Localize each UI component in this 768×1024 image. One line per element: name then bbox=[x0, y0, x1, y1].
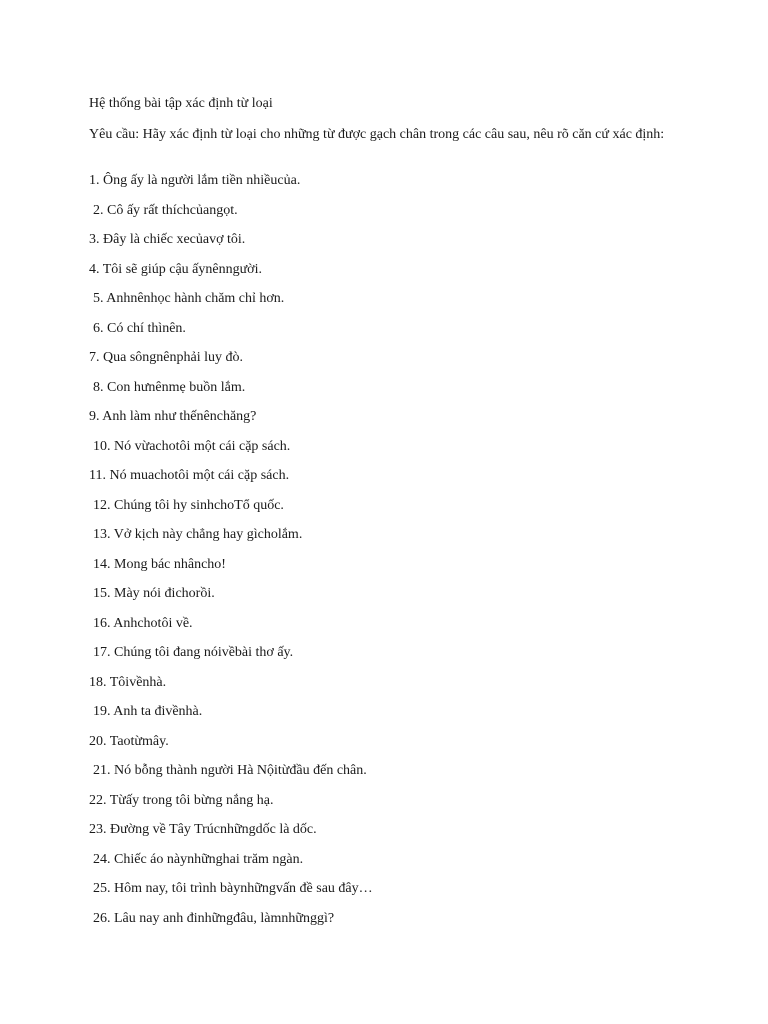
requirement-text: Yêu cầu: Hãy xác định từ loại cho những từ được gạch chân trong các câu sau, nêu rõ căn cứ xác định: bbox=[89, 127, 665, 142]
document-title: Hệ thống bài tập xác định từ loại bbox=[89, 96, 273, 111]
exercise-item: 20. Taotừmây. bbox=[89, 733, 169, 749]
exercise-item: 15. Mày nói đichorồi. bbox=[93, 586, 215, 601]
exercise-item: 2. Cô ấy rất thíchcủangọt. bbox=[93, 202, 238, 218]
exercise-item: 25. Hôm nay, tôi trình bàynhữngvấn đề sau đây… bbox=[93, 881, 373, 896]
exercise-item: 26. Lâu nay anh đinhữngđâu, làmnhữnggì? bbox=[93, 910, 335, 926]
exercise-item: 17. Chúng tôi đang nóivềbài thơ ấy. bbox=[93, 645, 294, 660]
exercise-item: 4. Tôi sẽ giúp cậu ấynênngười. bbox=[89, 261, 262, 277]
exercise-item: 1. Ông ấy là người lắm tiền nhiềucủa. bbox=[89, 173, 301, 188]
exercise-item: 16. Anhchotôi về. bbox=[93, 615, 193, 631]
exercise-item: 19. Anh ta đivềnhà. bbox=[93, 704, 203, 719]
exercise-item: 7. Qua sôngnênphải luy đò. bbox=[89, 350, 243, 365]
exercise-item: 22. Từấy trong tôi bừng nắng hạ. bbox=[89, 792, 274, 808]
exercise-list bbox=[0, 172, 373, 939]
exercise-item: 10. Nó vừachotôi một cái cặp sách. bbox=[93, 438, 291, 454]
exercise-item: 13. Vở kịch này chẳng hay gìcholắm. bbox=[93, 527, 303, 542]
exercise-item: 21. Nó bỗng thành người Hà Nộitừđầu đến chân. bbox=[93, 763, 367, 778]
exercise-item: 6. Có chí thìnên. bbox=[93, 320, 186, 336]
exercise-item: 23. Đường về Tây Trúcnhữngdốc là dốc. bbox=[89, 822, 317, 837]
exercise-item: 11. Nó muachotôi một cái cặp sách. bbox=[89, 468, 290, 483]
exercise-item: 3. Đây là chiếc xecủavợ tôi. bbox=[89, 232, 246, 247]
exercise-item: 9. Anh làm như thếnênchăng? bbox=[89, 409, 257, 424]
exercise-item: 12. Chúng tôi hy sinhchoTổ quốc. bbox=[93, 497, 284, 513]
exercise-item: 8. Con hưnênmẹ buồn lắm. bbox=[93, 379, 246, 395]
exercise-item: 24. Chiếc áo nàynhữnghai trăm ngàn. bbox=[93, 851, 304, 867]
exercise-item: 18. Tôivềnhà. bbox=[89, 674, 167, 690]
exercise-item: 5. Anhnênhọc hành chăm chỉ hơn. bbox=[93, 291, 285, 306]
exercise-item: 14. Mong bác nhâncho! bbox=[93, 556, 226, 572]
